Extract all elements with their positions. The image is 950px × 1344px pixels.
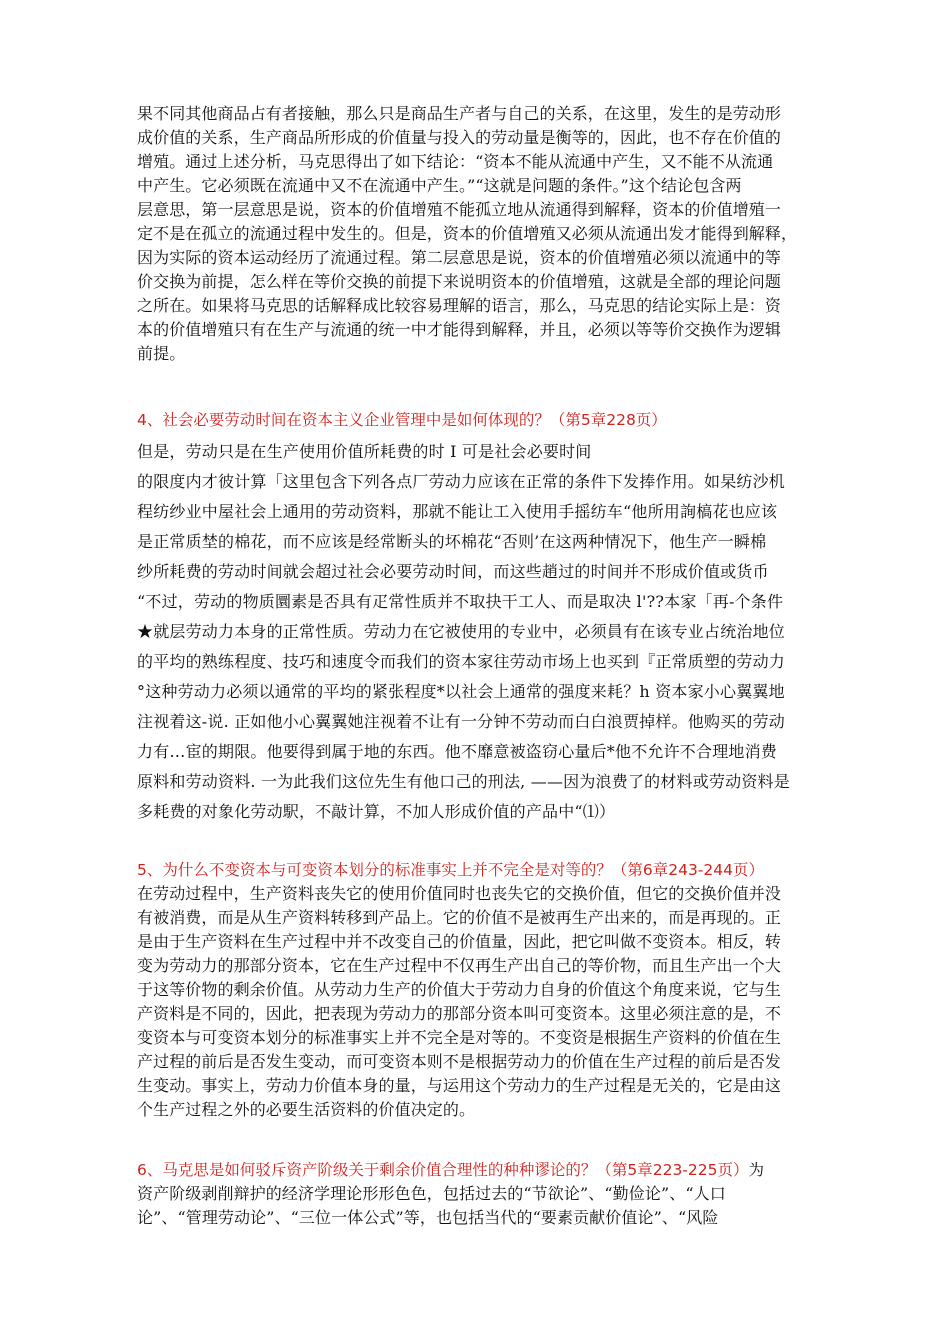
text-line: ★就层劳动力本身的正常性质。劳动力在它被使用的专业中，必须員有在该专业占统治地位 <box>137 622 786 641</box>
text-line: 中产生。它必须既在流通中又不在流通中产生。”“这就是问题的条件。”这个结论包含两 <box>137 176 742 195</box>
question-5-heading: 5、为什么不变资本与可变资本划分的标准事实上并不完全是对等的？（第6章243-244页） <box>137 861 764 879</box>
paragraph-constant-variable-capital <box>137 882 781 1122</box>
text-line: 价交换为前提，怎么样在等价交换的前提下来说明资本的价值增殖，这就是全部的理论问题 <box>137 272 782 291</box>
text-line: 前提。 <box>137 344 186 363</box>
question-6-heading <box>137 1158 764 1182</box>
text-line: 增殖。通过上述分析，马克思得出了如下结论：“资本不能从流通中产生，又不能不从流通 <box>137 152 774 171</box>
text-line: 之所在。如果将马克思的话解释成比较容易理解的语言，那么，马克思的结论实际上是：资 <box>137 296 782 315</box>
text-line: °这种劳动力必须以通常的平均的紧张程度*以社会上通常的强度来耗？h 资本家小心翼翼地 <box>137 682 785 701</box>
text-line: 成价值的关系，生产商品所形成的价值量与投入的劳动量是衡等的，因此，也不存在价值的 <box>137 128 782 147</box>
text-line: 产资料是不同的，因此，把表现为劳动力的那部分资本叫可变资本。这里必须注意的是，不 <box>137 1004 782 1023</box>
text-line: 纱所耗费的劳动时间就会超过社会必要劳动时间，而这些趙过的时间并不形成价值或货币 <box>137 562 769 581</box>
text-line: 是正常质埜的棉花，而不应该是经常断头的坏棉花“否则’在这两种情况下，他生产一瞬棉 <box>137 532 767 551</box>
question-6-heading-text: 6、马克思是如何驳斥资产阶级关于剩余价值合理性的种种谬论的？（第5章223-225页） <box>137 1161 749 1179</box>
text-line: 论”、“管理劳动论”、“三位一体公式”等，也包括当代的“要素贡献价值论”、“风险 <box>137 1208 719 1227</box>
text-line: 个生产过程之外的必要生活资料的价值决定的。 <box>137 1100 476 1119</box>
text-line: 果不同其他商品占有者接触，那么只是商品生产者与自己的关系，在这里，发生的是劳动形 <box>137 104 782 123</box>
text-line: 有被消费，而是从生产资料转移到产品上。它的价值不是被再生产出来的，而是再现的。正 <box>137 908 782 927</box>
text-line: 资产阶级剥削辩护的经济学理论形形色色，包括过去的“节欲论”、“勤俭论”、“人口 <box>137 1184 726 1203</box>
text-line: 变资本与可变资本划分的标准事实上并不完全是对等的。不变资是根据生产资料的价值在生 <box>137 1028 782 1047</box>
text-line: 多耗费的对象化劳动駅，不敲计算，不加人形成价值的产品中“⑴） <box>137 802 616 821</box>
text-line: 原料和劳动资料. 一为此我们这位先生有他口己的刑法, ——因为浪费了的材料或劳动资料是 <box>137 772 790 791</box>
text-line: 在劳动过程中，生产资料丧失它的使用价值同时也丧失它的交换价值，但它的交换价值并没 <box>137 884 782 903</box>
text-line: 变为劳动力的那部分资本，它在生产过程中不仅再生产出自己的等价物，而且生产出一个大 <box>137 956 782 975</box>
question-4-heading: 4、社会必要劳动时间在资本主义企业管理中是如何体现的？（第5章228页） <box>137 411 667 429</box>
question-6-heading-tail: 为 <box>748 1161 765 1179</box>
text-line: 是由于生产资料在生产过程中并不改变自己的价值量，因此，把它叫做不变资本。相反，转 <box>137 932 782 951</box>
text-line: 注视着这-说. 正如他小心翼翼她注视着不让有一分钟不劳动而白白浪贾掉样。他购买的劳动 <box>137 712 785 731</box>
text-line: 定不是在孤立的流通过程中发生的。但是，资本的价值增殖又必须从流通出发才能得到解释， <box>137 224 798 243</box>
text-line: 因为实际的资本运动经历了流通过程。第二层意思是说，资本的价值增殖必须以流通中的等 <box>137 248 782 267</box>
paragraph-surplus-value-theories <box>137 1182 726 1230</box>
text-line: 程纺纱业中屋社会上通用的劳动资料，那就不能让工入使用手摇纺车“他所用詢槁花也应该 <box>137 502 778 521</box>
text-line: 本的价值增殖只有在生产与流通的统一中才能得到解释，并且，必须以等等价交换作为逻辑 <box>137 320 782 339</box>
text-line: 层意思，第一层意思是说，资本的价值增殖不能孤立地从流通得到解释，资本的价值增殖一 <box>137 200 782 219</box>
paragraph-value-increase-conclusion <box>137 102 797 366</box>
text-line: “不过，劳动的物质圜素是否具有疋常性质并不取抉干工人、而是取决 l'??本家「再-个条件 <box>137 592 784 611</box>
paragraph-socially-necessary-labour-time <box>137 437 790 827</box>
text-line: 的平均的熟练程度、技巧和速度令而我们的资本家往劳动市场上也买到『正常质塑的劳动力 <box>137 652 786 671</box>
text-line: 力有…宦的期限。他要得到属于地的东西。他不靡意被盗窃心量后*他不允许不合理地消费 <box>137 742 778 761</box>
text-line: 的限度内才彼计算「这里包含下列各点厂劳动力应该在正常的条件下发捧作用。如杲纺沙机 <box>137 472 786 491</box>
text-line: 于这等价物的剩余价值。从劳动力生产的价值大于劳动力自身的价值这个角度来说，它与生 <box>137 980 782 999</box>
text-line: 产过程的前后是否发生变动，而可变资本则不是根据劳动力的价值在生产过程的前后是否发 <box>137 1052 782 1071</box>
text-line: 但是，劳动只是在生产使用价值所耗费的时 I 可是社会必要时间 <box>137 442 592 461</box>
text-line: 生变动。事实上，劳动力价值本身的量，与运用这个劳动力的生产过程是无关的，它是由这 <box>137 1076 782 1095</box>
